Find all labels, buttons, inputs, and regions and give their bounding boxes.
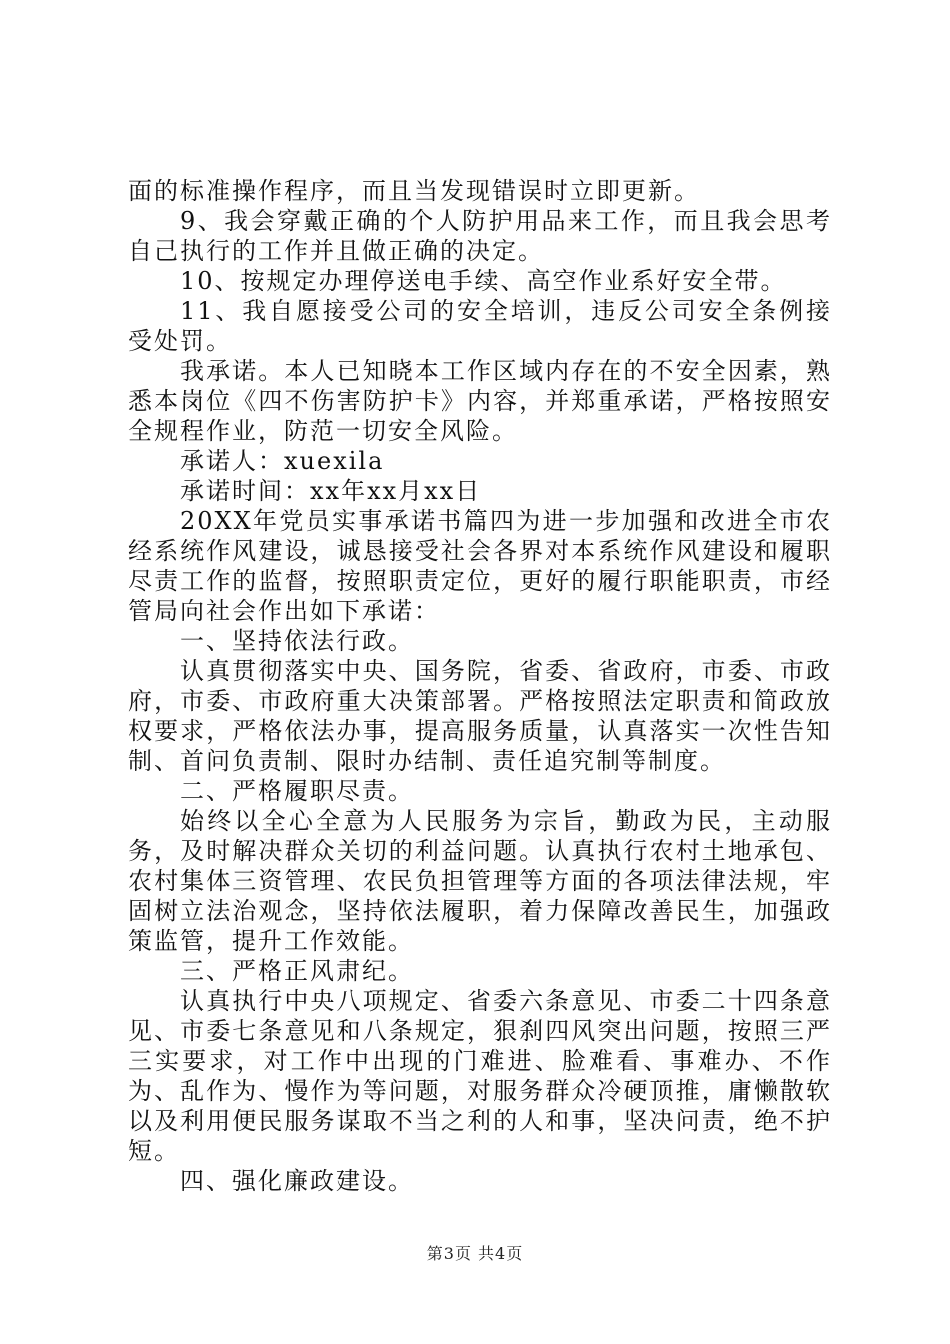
page-number-label: 第3页 共4页 xyxy=(426,1244,524,1263)
paragraph-13: 三、严格正风肃纪。 xyxy=(180,957,414,985)
paragraph-3: 10、按规定办理停送电手续、高空作业系好安全带。 xyxy=(180,267,787,295)
paragraph-6: 承诺人：xuexila xyxy=(180,447,385,475)
paragraph-9: 一、坚持依法行政。 xyxy=(180,627,414,655)
document-body xyxy=(128,176,832,1196)
paragraph-7: 承诺时间：xx年xx月xx日 xyxy=(180,477,482,505)
paragraph-4: 11、我自愿接受公司的安全培训，违反公司安全条例接受处罚。 xyxy=(128,297,832,355)
paragraph-2: 9、我会穿戴正确的个人防护用品来工作，而且我会思考自己执行的工作并且做正确的决定。 xyxy=(128,207,832,265)
page-footer xyxy=(0,1244,950,1264)
paragraph-8: 20XX年党员实事承诺书篇四为进一步加强和改进全市农经系统作风建设，诚恳接受社会各界对本系统作风建设和履职尽责工作的监督，按照职责定位，更好的履行职能职责，市经管局向社会作出如下承诺： xyxy=(128,507,832,625)
paragraph-10: 认真贯彻落实中央、国务院，省委、省政府，市委、市政府，市委、市政府重大决策部署。严格按照法定职责和简政放权要求，严格依法办事，提高服务质量，认真落实一次性告知制、首问负责制、限时办结制、责任追究制等制度。 xyxy=(128,657,832,775)
paragraph-11: 二、严格履职尽责。 xyxy=(180,777,414,805)
paragraph-5: 我承诺。本人已知晓本工作区域内存在的不安全因素，熟悉本岗位《四不伤害防护卡》内容，并郑重承诺，严格按照安全规程作业，防范一切安全风险。 xyxy=(128,357,832,445)
paragraph-1: 面的标准操作程序，而且当发现错误时立即更新。 xyxy=(128,177,700,205)
paragraph-12: 始终以全心全意为人民服务为宗旨，勤政为民，主动服务，及时解决群众关切的利益问题。认真执行农村土地承包、农村集体三资管理、农民负担管理等方面的各项法律法规，牢固树立法治观念，坚持依法履职，着力保障改善民生，加强政策监管，提升工作效能。 xyxy=(128,807,832,955)
paragraph-15: 四、强化廉政建设。 xyxy=(180,1167,414,1195)
paragraph-14: 认真执行中央八项规定、省委六条意见、市委二十四条意见、市委七条意见和八条规定，狠刹四风突出问题，按照三严三实要求，对工作中出现的门难进、脸难看、事难办、不作为、乱作为、慢作为等问题，对服务群众冷硬顶推，庸懒散软以及利用便民服务谋取不当之利的人和事，坚决问责，绝不护短。 xyxy=(128,987,832,1165)
